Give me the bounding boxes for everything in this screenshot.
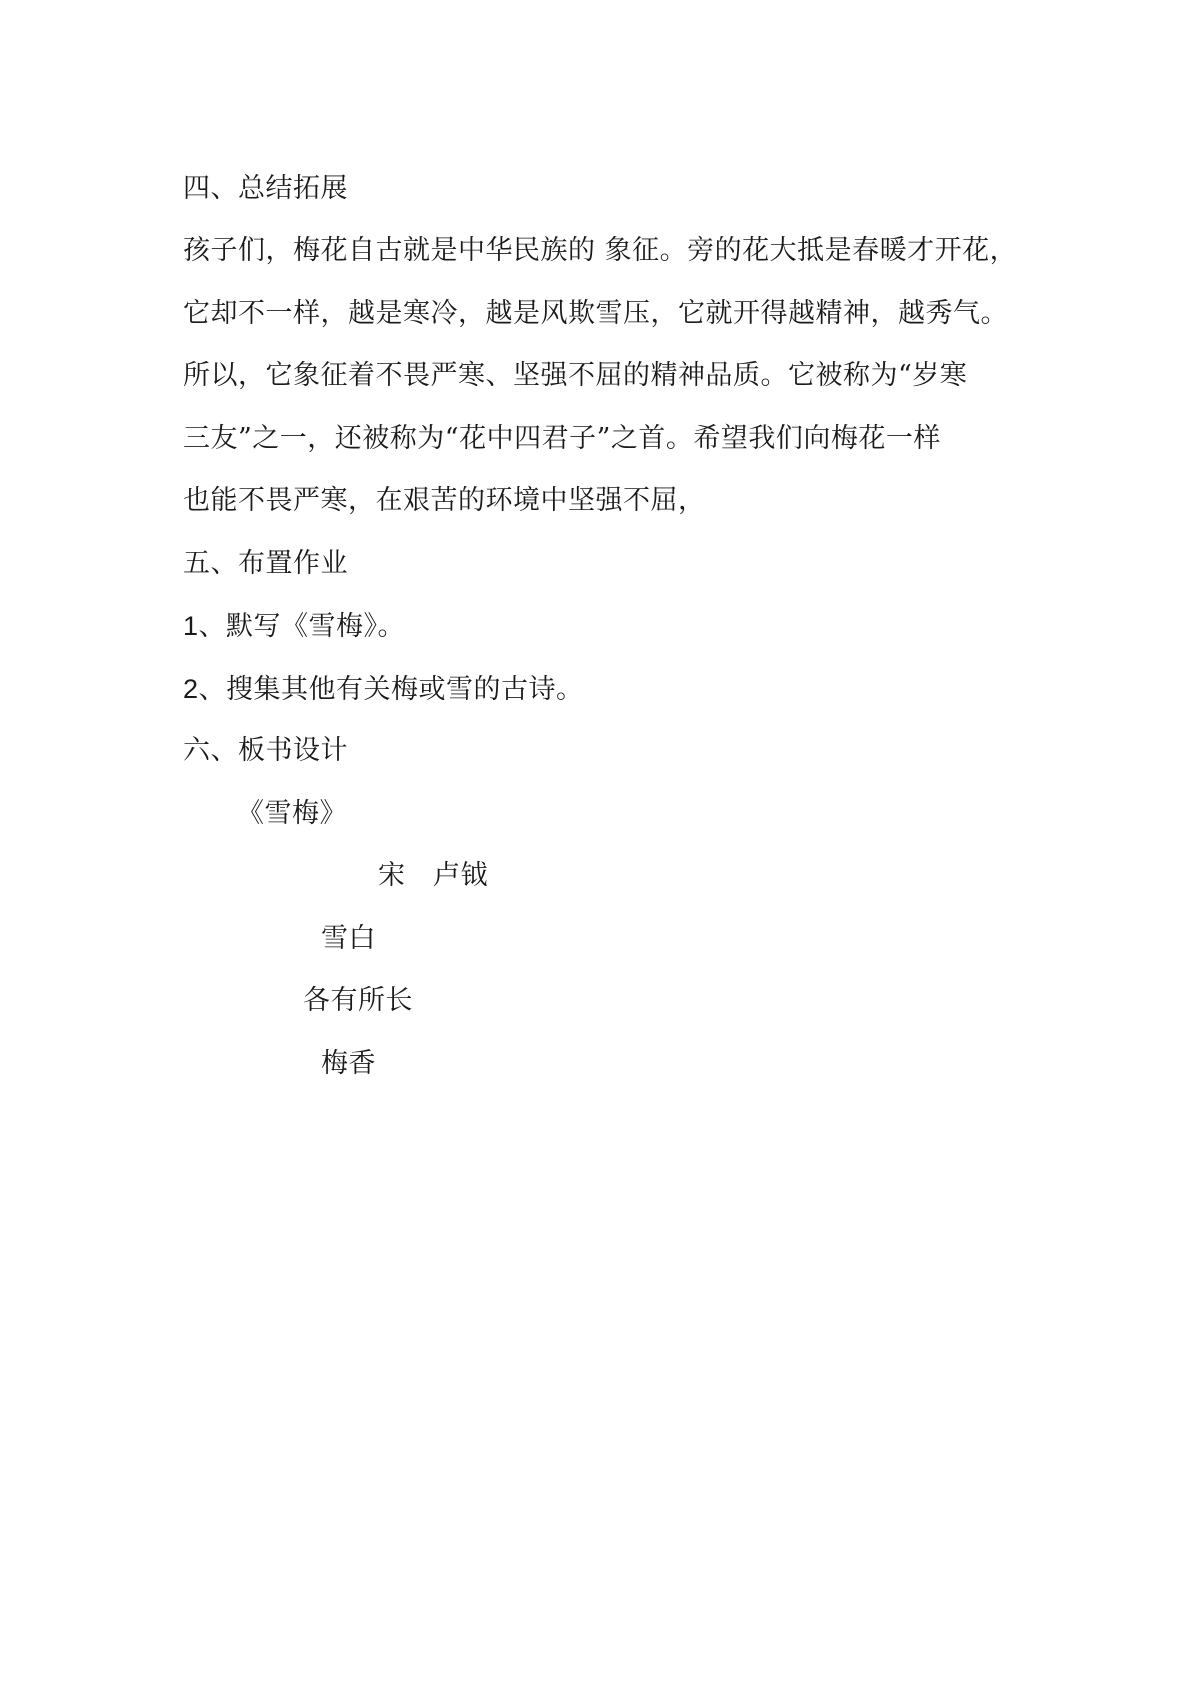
section-heading-board: 六、板书设计 (183, 735, 348, 766)
homework-item-number: 2 (183, 674, 199, 704)
paragraph-line: 三友”之一，还被称为“花中四君子”之首。希望我们向梅花一样 (183, 423, 941, 454)
homework-item-text: 、搜集其他有关梅或雪的古诗。 (198, 674, 584, 705)
board-author: 宋 卢钺 (378, 860, 488, 891)
paragraph-line: 孩子们，梅花自古就是中华民族的 象征。旁的花大抵是春暖才开花， (183, 235, 1018, 266)
homework-item (183, 608, 405, 645)
section-heading-homework: 五、布置作业 (183, 548, 348, 579)
section-heading-summary: 四、总结拓展 (183, 173, 348, 204)
paragraph-line: 所以，它象征着不畏严寒、坚强不屈的精神品质。它被称为“岁寒 (183, 360, 968, 391)
board-plum: 梅香 (321, 1048, 376, 1079)
paragraph-line: 也能不畏严寒，在艰苦的环境中坚强不屈， (183, 485, 706, 516)
board-title: 《雪梅》 (237, 798, 347, 829)
homework-item-number: 1 (183, 611, 199, 641)
board-snow: 雪白 (321, 923, 376, 954)
homework-item (183, 671, 584, 708)
board-middle: 各有所长 (303, 985, 413, 1016)
paragraph-line: 它却不一样，越是寒冷，越是风欺雪压，它就开得越精神，越秀气。 (183, 298, 1008, 329)
homework-item-text: 、默写《雪梅》。 (198, 611, 406, 642)
